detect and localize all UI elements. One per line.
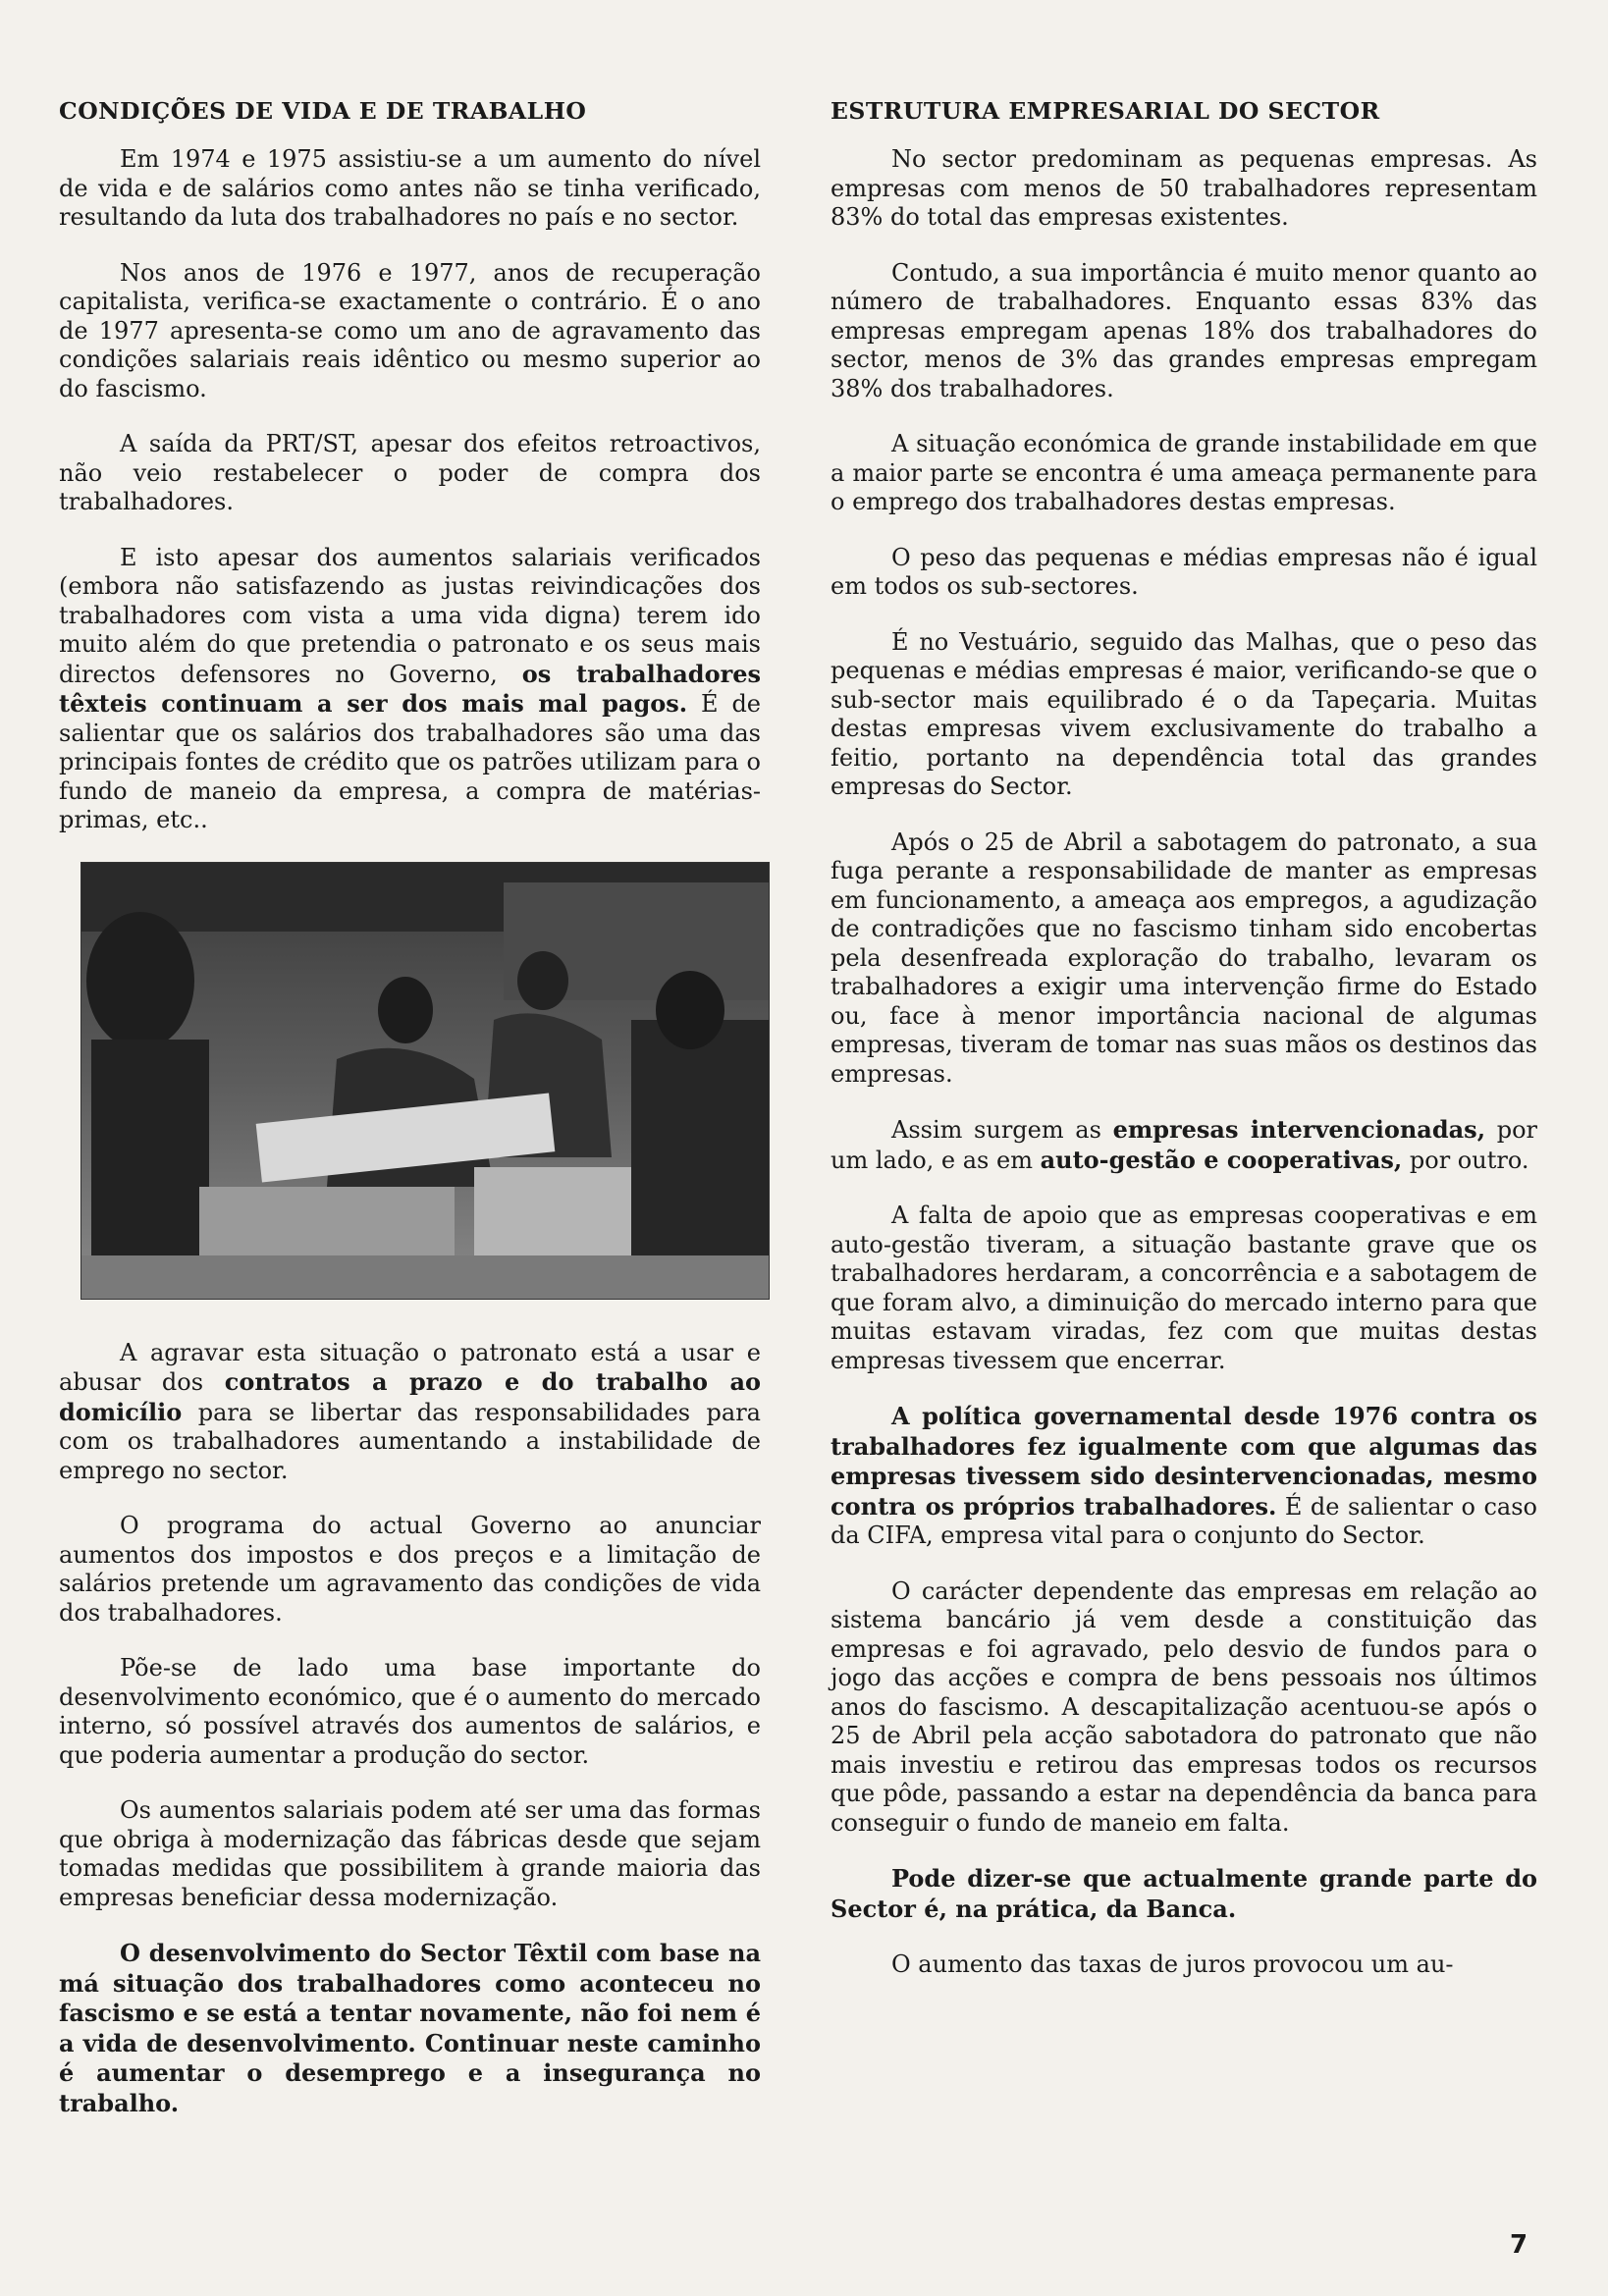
paragraph: Contudo, a sua importância é muito menor quanto ao número de trabalhadores. Enquanto essas 83% das empresas empregam apenas 18% dos trabalhadores do sector, menos de 3% das grandes empresas empregam 38% dos trabalhadores. [831,258,1537,402]
text-run: por um lado, e as em [831,1116,1537,1174]
bold-text-run: Pode dizer-se que actualmente grande parte do Sector é, na prática, da Banca. [831,1864,1537,1923]
bold-text-run: empresas intervencionadas, [1112,1115,1486,1144]
factory-workers-photo [80,862,770,1300]
text-run: A agravar esta situação o patronato está a usar e abusar dos [59,1338,761,1396]
paragraph: No sector predominam as pequenas empresas. As empresas com menos de 50 trabalhadores representam 83% do total das empresas existentes. [831,145,1537,231]
text-run: Assim surgem as [891,1116,1113,1144]
bold-text-run: auto-gestão e cooperativas, [1040,1145,1403,1174]
paragraph: Em 1974 e 1975 assistiu-se a um aumento do nível de vida e de salários como antes não se tinha verificado, resultando da luta dos trabalhadores no país e no sector. [59,145,761,231]
section-heading-business-structure: ESTRUTURA EMPRESARIAL DO SECTOR [831,97,1380,125]
text-run: para se libertar das responsabilidades para com os trabalhadores aumentando a instabilidade de emprego no sector. [59,1398,761,1484]
paragraph: A saída da PRT/ST, apesar dos efeitos retroactivos, não veio restabelecer o poder de compra dos trabalhadores. [59,430,761,515]
section-heading-living-conditions: CONDIÇÕES DE VIDA E DE TRABALHO [59,97,587,125]
page-number: 7 [1510,2230,1528,2260]
paragraph [831,1402,1537,1551]
bold-text-run: os trabalhadores têxteis continuam a ser dos mais mal pagos. [59,659,762,718]
bold-text-run: contratos a prazo e do trabalho ao domicílio [59,1367,761,1426]
left-column [59,96,761,2145]
paragraph: Põe-se de lado uma base importante do desenvolvimento económico, que é o aumento do mercado interno, só possível através dos aumentos de salários, e que poderia aumentar a produção do sector. [59,1654,761,1769]
paragraph: É no Vestuário, seguido das Malhas, que o peso das pequenas e médias empresas é maior, verificando-se que o sub-sector mais equilibrado é o da Tapeçaria. Muitas destas empresas vivem exclusivamente do trabalho a feitio, portanto na dependência total das grandes empresas do Sector. [831,627,1537,800]
paragraph: Após o 25 de Abril a sabotagem do patronato, a sua fuga perante a responsabilidade de manter as empresas em funcionamento, a ameaça aos empregos, a agudização de contradições que no fascismo tinham sido encobertas pela desenfreada exploração do trabalho, levaram os trabalhadores a exigir uma intervenção firme do Estado ou, face à menor importância nacional de algumas empresas, tiveram de tomar nas suas mãos os destinos das empresas. [831,828,1537,1088]
text-run: É de salientar o caso da CIFA, empresa vital para o conjunto do Sector. [831,1492,1537,1549]
paragraph: O peso das pequenas e médias empresas não é igual em todos os sub-sectores. [831,543,1537,600]
paragraph [831,1864,1537,1924]
paragraph: A falta de apoio que as empresas cooperativas e em auto-gestão tiveram, a situação bastante grave que os trabalhadores herdaram, a concorrência e a sabotagem de que foram alvo, a diminuição do mercado interno para que muitas estavam viradas, fez com que muitas destas empresas tivessem que encerrar. [831,1201,1537,1374]
paragraph: O aumento das taxas de juros provocou um au- [891,1950,1454,1978]
paragraph [59,1339,761,1486]
paragraph: A situação económica de grande instabilidade em que a maior parte se encontra é uma ameaça permanente para o emprego dos trabalhadores destas empresas. [831,430,1537,515]
text-run: E isto apesar dos aumentos salariais verificados (embora não satisfazendo as justas reivindicações dos trabalhadores com vista a uma vida digna) terem ido muito além do que pretendia o patronato e os seus mais directos defensores no Governo, [59,543,761,688]
paragraph [831,1115,1537,1175]
right-column [831,96,1537,2006]
paragraph [59,1939,761,2118]
paragraph [59,544,761,835]
paragraph: O programa do actual Governo ao anunciar aumentos dos impostos e dos preços e a limitação de salários pretende um agravamento das condições de vida dos trabalhadores. [59,1512,761,1627]
paragraph: Nos anos de 1976 e 1977, anos de recuperação capitalista, verifica-se exactamente o contrário. É o ano de 1977 apresenta-se como um ano de agravamento das condições salariais reais idêntico ou mesmo superior ao do fascismo. [59,258,761,402]
bold-text-run: O desenvolvimento do Sector Têxtil com base na má situação dos trabalhadores como aconteceu no fascismo e se está a tentar novamente, não foi nem é a vida de desenvolvimento. Continuar neste caminho é aumentar o desemprego e a insegurança no trabalho. [59,1939,761,2117]
paragraph: O carácter dependente das empresas em relação ao sistema bancário já vem desde a constituição das empresas e foi agravado, pelo desvio de fundos para o jogo das acções e compra de bens pessoais nos últimos anos do fascismo. A descapitalização acentuou-se após o 25 de Abril pela acção sabotadora do patronato que não mais investiu e retirou das empresas todos os recursos que pôde, passando a estar na dependência da banca para conseguir o fundo de maneio em falta. [831,1576,1537,1837]
paragraph: Os aumentos salariais podem até ser uma das formas que obriga à modernização das fábricas desde que sejam tomadas medidas que possibilitem à grande maioria das empresas beneficiar dessa modernização. [59,1796,761,1911]
text-run: por outro. [1402,1146,1529,1174]
text-run: É de salientar que os salários dos trabalhadores são uma das principais fontes de crédito que os patrões utilizam para o fundo de maneio da empresa, a compra de matérias-primas, etc.. [59,690,762,833]
bold-text-run: A política governamental desde 1976 contra os trabalhadores fez igualmente com que algumas das empresas tivessem sido desintervencionadas, mesmo contra os próprios trabalhadores. [831,1402,1537,1521]
